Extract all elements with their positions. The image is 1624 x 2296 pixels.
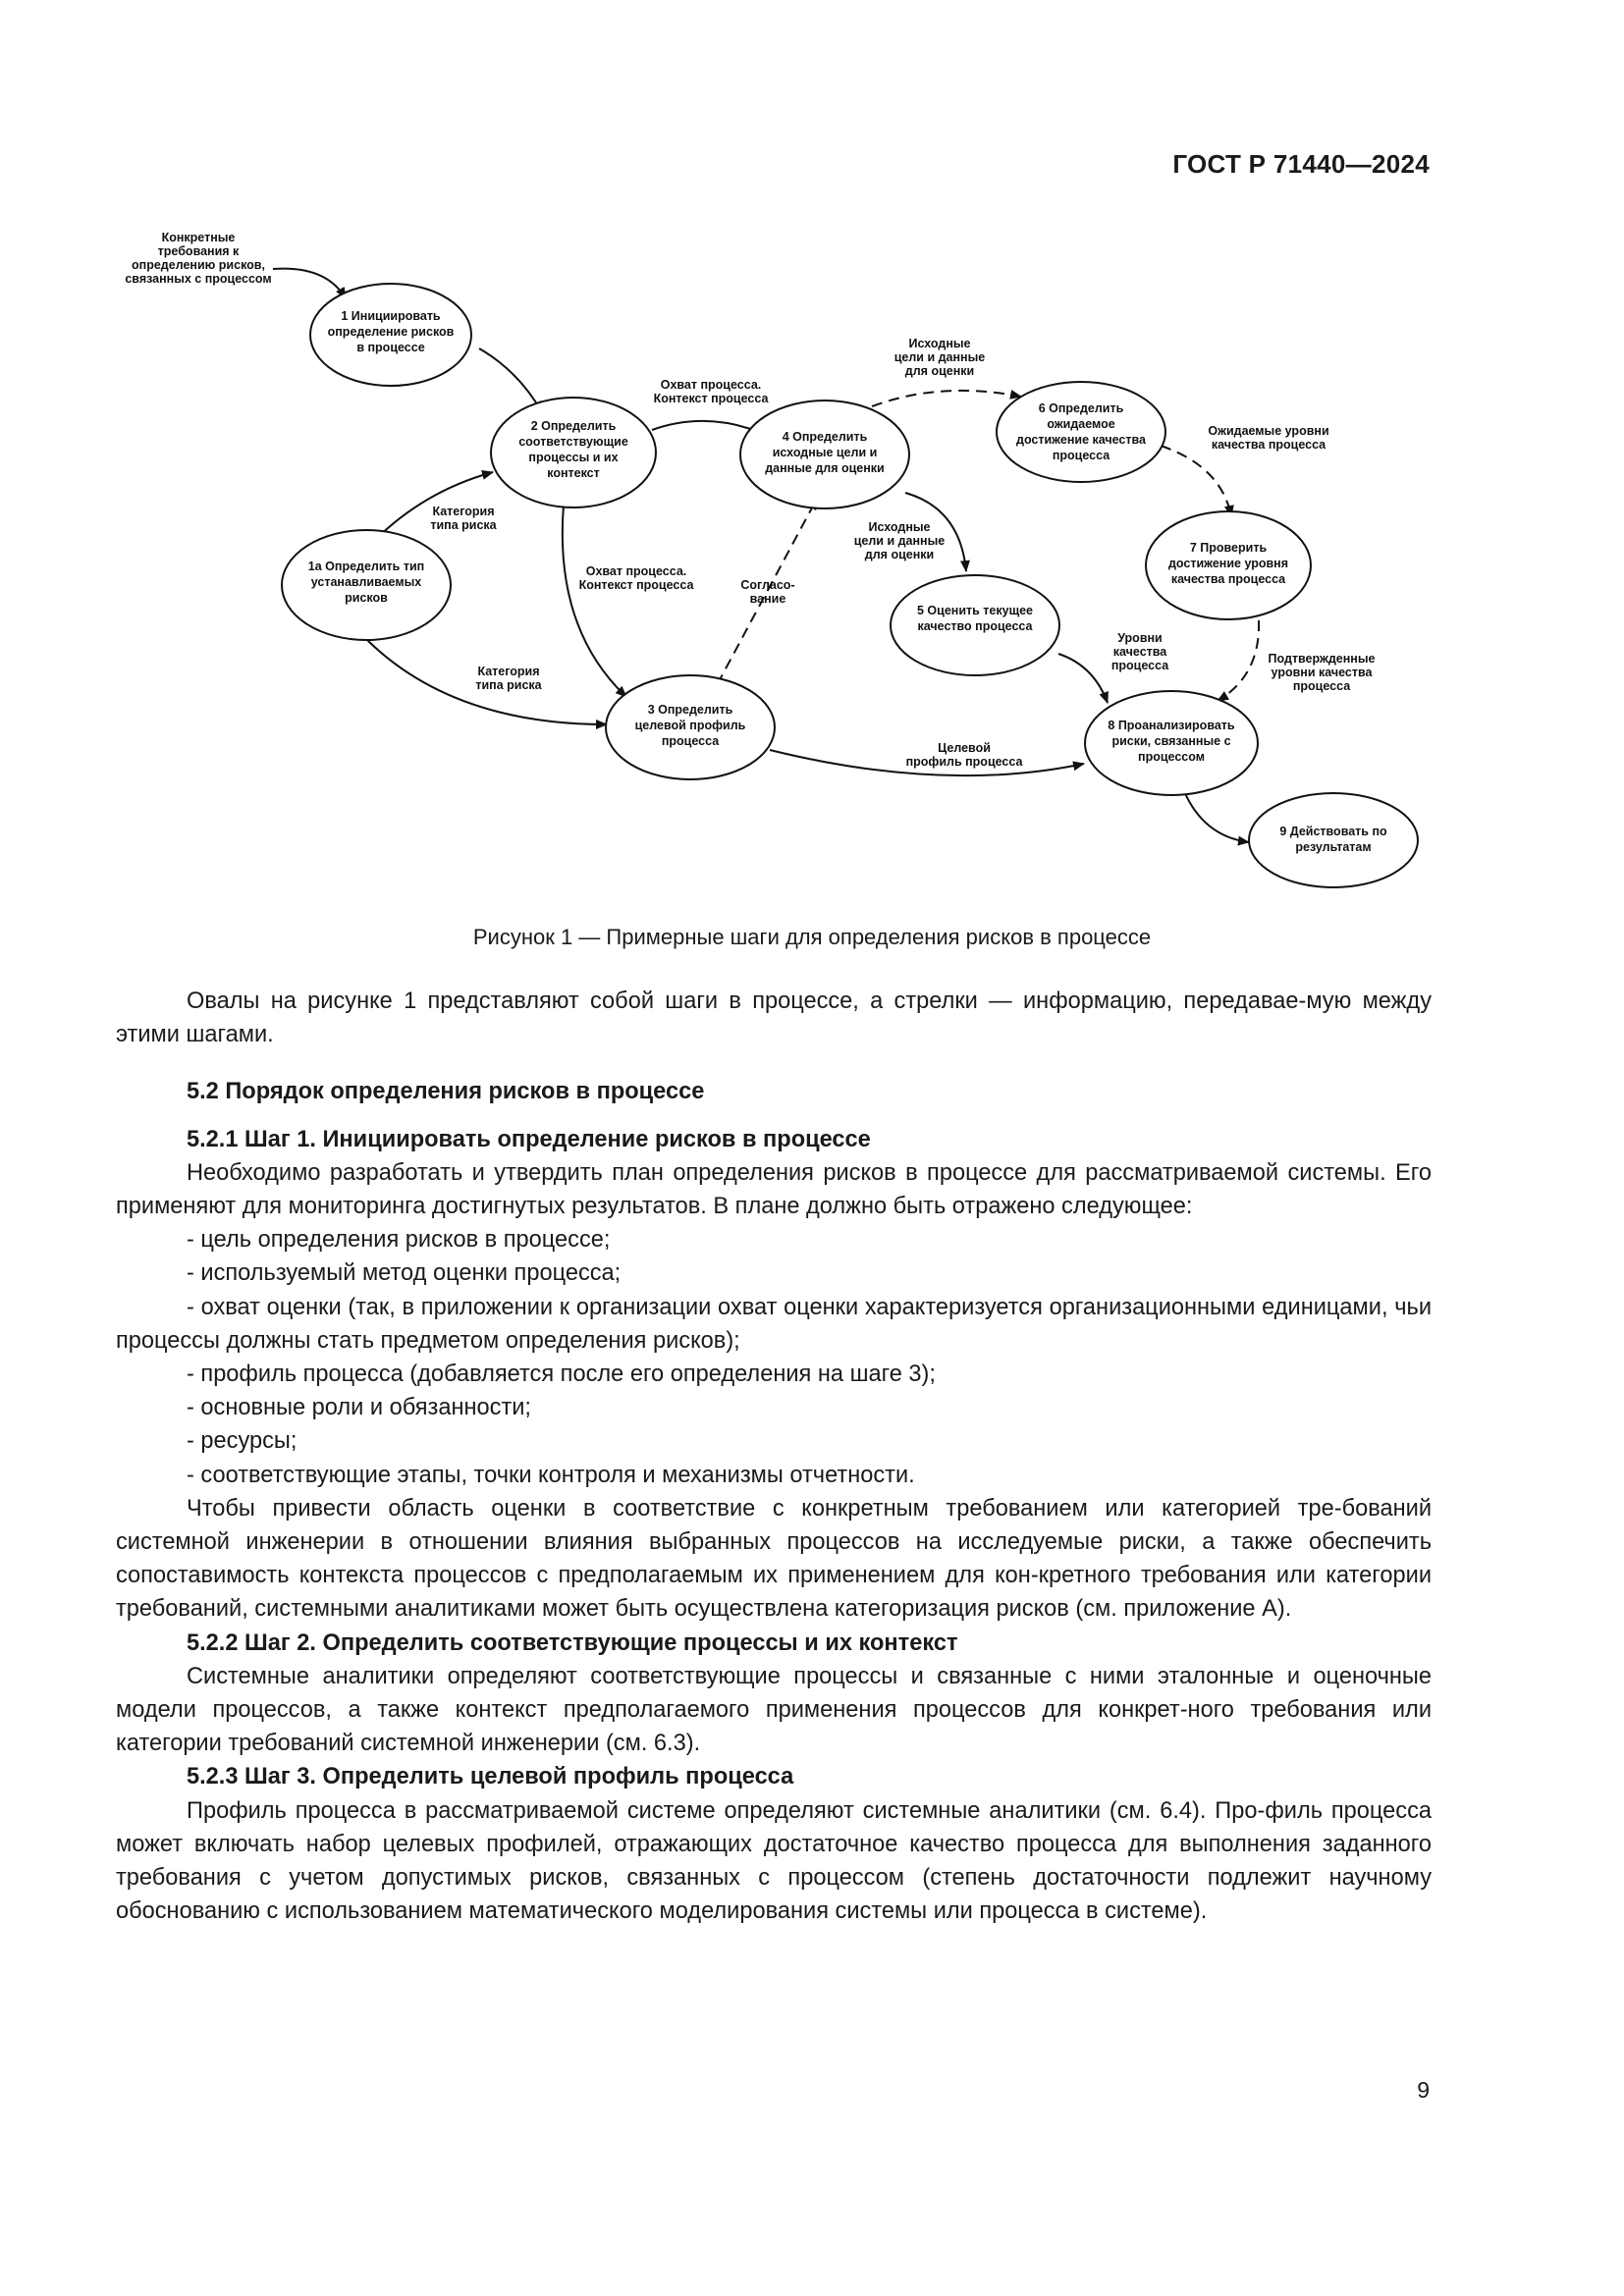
label-4-6: Исходные цели и данные для оценки xyxy=(893,337,986,378)
label-4-5: Исходные цели и данные для оценки xyxy=(853,520,946,561)
process-diagram xyxy=(0,0,1624,913)
node-7-text: 7 Проверить достижение уровня качества процесса xyxy=(1167,541,1289,586)
list-item: - цель определения рисков в процессе; xyxy=(187,1227,611,1254)
arrow-8-9 xyxy=(1184,791,1249,842)
label-5-8: Уровни качества процесса xyxy=(1110,631,1169,672)
figure-caption: Рисунок 1 — Примерные шаги для определения рисков в процессе xyxy=(472,925,1152,949)
arrow-input-1 xyxy=(273,269,346,298)
label-2-4: Охват процесса. Контекст процесса xyxy=(653,378,769,405)
node-8-text: 8 Проанализировать риски, связанные с процессом xyxy=(1108,719,1235,764)
paragraph-5-2-1: Необходимо разработать и утвердить план определения рисков в процессе для рассматриваемой системы. Его применяют для мониторинга достигнутых результатов. В плане должно быть отражено следующее: xyxy=(116,1159,1432,1220)
label-1a-2: Категория типа риска xyxy=(430,505,497,532)
label-3-8: Целевой профиль процесса xyxy=(905,741,1023,769)
body-text xyxy=(116,985,1432,1928)
node-3-text: 3 Определить целевой профиль процесса xyxy=(634,703,746,748)
paragraph-5-2-2: Системные аналитики определяют соответствующие процессы и связанные с ними эталонные и оценочные модели процессов, а также контекст предполагаемого применения процессов для конкрет-ного требования или категории требований системной инженерии (см. 6.3). xyxy=(116,1663,1432,1757)
standard-code: ГОСТ Р 71440—2024 xyxy=(1172,149,1430,179)
arrow-1-2 xyxy=(479,348,542,412)
node-9-text: 9 Действовать по результатам xyxy=(1279,825,1387,854)
paragraph-5-2-3: Профиль процесса в рассматриваемой системе определяют системные аналитики (см. 6.4). Про-филь процесса может включать набор целевых профилей, отражающих достаточное качество процесса для выполнения заданного требования с учетом допустимых рисков, связанных с процессом (степень достаточности подлежит научному обоснованию с использованием математического моделирования системы или процесса в системе). xyxy=(116,1797,1432,1925)
arrow-4-6 xyxy=(872,391,1021,406)
label-6-7: Ожидаемые уровни качества процесса xyxy=(1208,424,1329,452)
section-heading-5-2-3: 5.2.3 Шаг 3. Определить целевой профиль процесса xyxy=(187,1764,794,1790)
label-3-4: Согласо-вание xyxy=(740,578,795,606)
section-heading-5-2-1: 5.2.1 Шаг 1. Инициировать определение рисков в процессе xyxy=(187,1126,871,1152)
list-item: - соответствующие этапы, точки контроля и механизмы отчетности. xyxy=(187,1462,915,1488)
list-item: - охват оценки (так, в приложении к организации охват оценки характеризуется организационными единицами, чьи процессы должны стать предметом определения рисков); xyxy=(116,1294,1432,1354)
node-1a-text: 1a Определить тип устанавливаемых рисков xyxy=(307,560,425,605)
section-heading-5-2: 5.2 Порядок определения рисков в процессе xyxy=(187,1079,705,1105)
paragraph-intro: Овалы на рисунке 1 представляют собой шаги в процессе, а стрелки — информацию, передавае-мую между этими шагами. xyxy=(116,988,1432,1048)
arrow-7-8 xyxy=(1218,620,1259,701)
list-item: - ресурсы; xyxy=(187,1428,298,1455)
arrow-5-8 xyxy=(1058,654,1108,703)
node-5-text: 5 Оценить текущее качество процесса xyxy=(916,604,1034,633)
edge-labels xyxy=(125,231,1375,769)
paragraph-5-2-1-b: Чтобы привести область оценки в соответствие с конкретным требованием или категорией тре-бований системной инженерии в отношении влияния выбранных процессов на исследуемые риски, а также обеспечить сопоставимость контекста процессов с предполагаемым их применением для кон-кретного требования или категории требований, системными аналитиками может быть осуществлена категоризация рисков (см. приложение А). xyxy=(116,1495,1432,1623)
node-1-text: 1 Инициировать определение рисков в процессе xyxy=(327,309,455,354)
label-7-8: Подтвержденные уровни качества процесса xyxy=(1268,652,1376,693)
node-2-text: 2 Определить соответствующие процессы и их контекст xyxy=(518,419,628,480)
node-6-ellipse xyxy=(997,382,1165,482)
label-input: Конкретные требования к определению рисков, связанных с процессом xyxy=(125,231,272,286)
section-heading-5-2-2: 5.2.2 Шаг 2. Определить соответствующие процессы и их контекст xyxy=(187,1629,958,1656)
list-item: - используемый метод оценки процесса; xyxy=(187,1260,622,1287)
list-item: - основные роли и обязанности; xyxy=(187,1395,531,1421)
arrow-6-7 xyxy=(1161,446,1231,516)
label-2-3: Охват процесса. Контекст процесса xyxy=(578,564,694,592)
page-number: 9 xyxy=(1417,2077,1430,2103)
node-4-text: 4 Определить исходные цели и данные для оценки xyxy=(765,430,885,475)
label-1a-3: Категория типа риска xyxy=(475,665,542,692)
list-item: - профиль процесса (добавляется после его определения на шаге 3); xyxy=(187,1362,936,1388)
node-6-text: 6 Определить ожидаемое достижение качества процесса xyxy=(1016,401,1146,462)
arrow-2-3 xyxy=(563,505,626,697)
